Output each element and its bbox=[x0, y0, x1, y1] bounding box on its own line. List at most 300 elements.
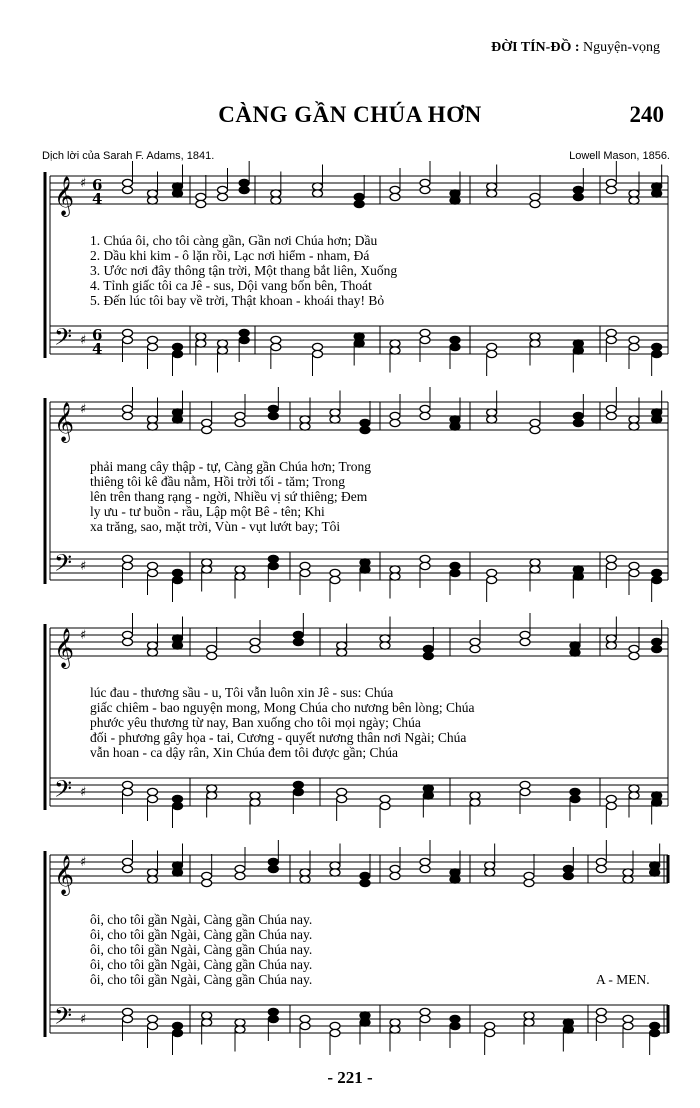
note-head bbox=[207, 645, 217, 652]
lyric-line: 1. Chúa ôi, cho tôi càng gần, Gần nơi Chúa hơn; Dầu bbox=[90, 233, 378, 248]
note-head bbox=[173, 569, 183, 576]
note-head bbox=[202, 566, 212, 573]
note-head bbox=[623, 876, 633, 883]
note-head bbox=[123, 781, 133, 788]
note-head bbox=[606, 329, 616, 336]
note-head bbox=[390, 865, 400, 872]
note-head bbox=[173, 343, 183, 350]
note-head bbox=[330, 1029, 340, 1036]
note-head bbox=[148, 562, 158, 569]
note-head bbox=[420, 186, 430, 193]
note-head bbox=[235, 566, 245, 573]
note-head bbox=[123, 1008, 133, 1015]
note-head bbox=[596, 858, 606, 865]
lyric-line: lên trên thang rạng - ngời, Nhiều vị sứ thiêng; Đem bbox=[90, 489, 368, 504]
note-head bbox=[250, 645, 260, 652]
note-head bbox=[606, 635, 616, 642]
lyric-line: lúc đau - thương sầu - u, Tôi vẫn luôn xin Jê - sus: Chúa bbox=[90, 685, 394, 700]
note-head bbox=[300, 569, 310, 576]
note-head bbox=[390, 419, 400, 426]
note-head bbox=[573, 193, 583, 200]
note-head bbox=[606, 795, 616, 802]
note-head bbox=[606, 642, 616, 649]
note-head bbox=[313, 350, 323, 357]
note-head bbox=[196, 193, 206, 200]
note-head bbox=[563, 1019, 573, 1026]
note-head bbox=[173, 869, 183, 876]
note-head bbox=[450, 343, 460, 350]
note-head bbox=[235, 573, 245, 580]
note-head bbox=[235, 1019, 245, 1026]
lyric-line: 3. Ước nơi đây thông tận trời, Một thang bắt liên, Xuống bbox=[90, 263, 398, 278]
note-head bbox=[606, 802, 616, 809]
note-head bbox=[123, 788, 133, 795]
treble-clef-icon: 𝄞 bbox=[54, 628, 75, 668]
note-head bbox=[268, 562, 278, 569]
note-head bbox=[148, 869, 158, 876]
lyric-line: giấc chiêm - bao nguyện mong, Mong Chúa cho nương bên lòng; Chúa bbox=[90, 700, 475, 715]
note-head bbox=[271, 336, 281, 343]
note-head bbox=[420, 562, 430, 569]
note-head bbox=[123, 329, 133, 336]
note-head bbox=[623, 1022, 633, 1029]
note-head bbox=[530, 426, 540, 433]
note-head bbox=[123, 631, 133, 638]
note-head bbox=[148, 423, 158, 430]
note-head bbox=[148, 788, 158, 795]
time-signature-bottom: 4 bbox=[92, 340, 103, 358]
note-head bbox=[123, 179, 133, 186]
note-head bbox=[487, 343, 497, 350]
note-head bbox=[487, 183, 497, 190]
note-head bbox=[450, 1022, 460, 1029]
note-head bbox=[530, 419, 540, 426]
note-head bbox=[390, 412, 400, 419]
note-head bbox=[530, 333, 540, 340]
note-head bbox=[629, 197, 639, 204]
note-head bbox=[524, 872, 534, 879]
note-head bbox=[360, 419, 370, 426]
note-head bbox=[148, 336, 158, 343]
note-head bbox=[485, 1022, 495, 1029]
note-head bbox=[390, 340, 400, 347]
note-head bbox=[268, 412, 278, 419]
note-head bbox=[271, 190, 281, 197]
note-head bbox=[202, 1012, 212, 1019]
note-head bbox=[196, 333, 206, 340]
note-head bbox=[300, 562, 310, 569]
note-head bbox=[337, 795, 347, 802]
note-head bbox=[360, 559, 370, 566]
note-head bbox=[235, 872, 245, 879]
note-head bbox=[218, 186, 228, 193]
sharp-icon: ♯ bbox=[80, 559, 87, 574]
note-head bbox=[123, 638, 133, 645]
note-head bbox=[450, 197, 460, 204]
bass-clef-icon: 𝄢 bbox=[54, 775, 73, 808]
note-head bbox=[123, 562, 133, 569]
note-head bbox=[148, 1022, 158, 1029]
note-head bbox=[530, 193, 540, 200]
note-head bbox=[629, 785, 639, 792]
note-head bbox=[330, 869, 340, 876]
note-head bbox=[148, 416, 158, 423]
lyric-line: ôi, cho tôi gần Ngài, Càng gần Chúa nay. bbox=[90, 957, 313, 972]
note-head bbox=[354, 333, 364, 340]
translation-credit: Dịch lời của Sarah F. Adams, 1841. bbox=[42, 150, 215, 162]
note-head bbox=[652, 190, 662, 197]
note-head bbox=[173, 576, 183, 583]
note-head bbox=[573, 566, 583, 573]
note-head bbox=[487, 190, 497, 197]
note-head bbox=[268, 1015, 278, 1022]
note-head bbox=[202, 1019, 212, 1026]
note-head bbox=[293, 788, 303, 795]
note-head bbox=[235, 419, 245, 426]
note-head bbox=[487, 576, 497, 583]
note-head bbox=[420, 405, 430, 412]
note-head bbox=[235, 412, 245, 419]
note-head bbox=[293, 781, 303, 788]
note-head bbox=[450, 569, 460, 576]
note-head bbox=[173, 642, 183, 649]
note-head bbox=[390, 566, 400, 573]
note-head bbox=[423, 645, 433, 652]
note-head bbox=[123, 865, 133, 872]
note-head bbox=[148, 343, 158, 350]
note-head bbox=[652, 183, 662, 190]
note-head bbox=[450, 1015, 460, 1022]
note-head bbox=[148, 649, 158, 656]
lyric-line: phước yêu thương từ nay, Ban xuống cho tôi mọi ngày; Chúa bbox=[90, 715, 421, 730]
note-head bbox=[268, 858, 278, 865]
note-head bbox=[420, 858, 430, 865]
note-head bbox=[487, 350, 497, 357]
note-head bbox=[293, 631, 303, 638]
note-head bbox=[487, 409, 497, 416]
note-head bbox=[239, 336, 249, 343]
note-head bbox=[596, 1015, 606, 1022]
lyric-line: 4. Tỉnh giấc tôi ca Jê - sus, Dội vang bốn bên, Thoát bbox=[90, 278, 372, 293]
note-head bbox=[173, 795, 183, 802]
note-head bbox=[268, 405, 278, 412]
note-head bbox=[196, 200, 206, 207]
note-head bbox=[573, 573, 583, 580]
note-head bbox=[300, 423, 310, 430]
note-head bbox=[360, 1019, 370, 1026]
note-head bbox=[450, 416, 460, 423]
note-head bbox=[239, 329, 249, 336]
note-head bbox=[652, 416, 662, 423]
note-head bbox=[650, 869, 660, 876]
note-head bbox=[652, 645, 662, 652]
page-number: - 221 - bbox=[327, 1068, 373, 1087]
note-head bbox=[218, 193, 228, 200]
note-head bbox=[123, 858, 133, 865]
note-head bbox=[250, 638, 260, 645]
sharp-icon: ♯ bbox=[80, 855, 87, 870]
note-head bbox=[423, 785, 433, 792]
bass-clef-icon: 𝄢 bbox=[54, 549, 73, 582]
section-subcategory: Nguyện-vọng bbox=[579, 40, 660, 55]
note-head bbox=[330, 569, 340, 576]
section-category: ĐỜI TÍN-ĐỒ : bbox=[491, 40, 580, 55]
note-head bbox=[606, 405, 616, 412]
note-head bbox=[650, 862, 660, 869]
note-head bbox=[239, 186, 249, 193]
note-head bbox=[652, 792, 662, 799]
note-head bbox=[450, 869, 460, 876]
note-head bbox=[606, 412, 616, 419]
treble-clef-icon: 𝄞 bbox=[54, 402, 75, 442]
note-head bbox=[606, 562, 616, 569]
note-head bbox=[606, 179, 616, 186]
note-head bbox=[629, 423, 639, 430]
note-head bbox=[629, 343, 639, 350]
note-head bbox=[123, 1015, 133, 1022]
note-head bbox=[173, 1022, 183, 1029]
note-head bbox=[330, 862, 340, 869]
lyric-line: đối - phương gây họa - tai, Cương - quyết nương thân nơi Ngài; Chúa bbox=[90, 730, 467, 745]
note-head bbox=[360, 566, 370, 573]
note-head bbox=[650, 1029, 660, 1036]
note-head bbox=[337, 649, 347, 656]
note-head bbox=[652, 576, 662, 583]
sharp-icon: ♯ bbox=[80, 628, 87, 643]
note-head bbox=[487, 569, 497, 576]
note-head bbox=[360, 872, 370, 879]
lyric-line: ôi, cho tôi gần Ngài, Càng gần Chúa nay. bbox=[90, 927, 313, 942]
bass-clef-icon: 𝄢 bbox=[54, 323, 73, 356]
note-head bbox=[202, 872, 212, 879]
note-head bbox=[360, 879, 370, 886]
note-head bbox=[390, 872, 400, 879]
note-head bbox=[470, 645, 480, 652]
note-head bbox=[330, 1022, 340, 1029]
note-head bbox=[300, 1022, 310, 1029]
note-head bbox=[420, 179, 430, 186]
note-head bbox=[354, 200, 364, 207]
note-head bbox=[423, 792, 433, 799]
note-head bbox=[596, 1008, 606, 1015]
note-head bbox=[420, 412, 430, 419]
note-head bbox=[380, 635, 390, 642]
note-head bbox=[148, 795, 158, 802]
note-head bbox=[123, 412, 133, 419]
note-head bbox=[123, 405, 133, 412]
note-head bbox=[570, 649, 580, 656]
sharp-icon: ♯ bbox=[80, 1012, 87, 1027]
note-head bbox=[390, 186, 400, 193]
note-head bbox=[629, 569, 639, 576]
note-head bbox=[390, 1026, 400, 1033]
note-head bbox=[380, 802, 390, 809]
note-head bbox=[420, 555, 430, 562]
note-head bbox=[450, 336, 460, 343]
note-head bbox=[268, 865, 278, 872]
note-head bbox=[606, 186, 616, 193]
note-head bbox=[520, 631, 530, 638]
treble-clef-icon: 𝄞 bbox=[54, 176, 75, 216]
note-head bbox=[148, 1015, 158, 1022]
note-head bbox=[629, 562, 639, 569]
note-head bbox=[337, 788, 347, 795]
note-head bbox=[420, 336, 430, 343]
note-head bbox=[652, 799, 662, 806]
note-head bbox=[520, 638, 530, 645]
note-head bbox=[337, 642, 347, 649]
note-head bbox=[300, 1015, 310, 1022]
note-head bbox=[293, 638, 303, 645]
note-head bbox=[173, 862, 183, 869]
note-head bbox=[530, 566, 540, 573]
note-head bbox=[629, 190, 639, 197]
note-head bbox=[629, 652, 639, 659]
lyric-line: xa trăng, sao, mặt trời, Vùn - vụt lướt bay; Tôi bbox=[90, 519, 341, 534]
lyric-line: vẫn hoan - ca dậy rân, Xin Chúa đem tôi được gần; Chúa bbox=[90, 745, 398, 760]
note-head bbox=[173, 416, 183, 423]
note-head bbox=[202, 559, 212, 566]
note-head bbox=[123, 555, 133, 562]
hymn-title: CÀNG GẦN CHÚA HƠN bbox=[218, 102, 482, 127]
note-head bbox=[420, 1015, 430, 1022]
note-head bbox=[235, 1026, 245, 1033]
note-head bbox=[623, 869, 633, 876]
composer-credit: Lowell Mason, 1856. bbox=[569, 150, 670, 162]
lyrics-system-2 bbox=[90, 459, 660, 534]
note-head bbox=[520, 781, 530, 788]
note-head bbox=[380, 795, 390, 802]
hymn-number: 240 bbox=[629, 102, 664, 127]
note-head bbox=[173, 190, 183, 197]
note-head bbox=[354, 193, 364, 200]
note-head bbox=[470, 638, 480, 645]
note-head bbox=[300, 416, 310, 423]
note-head bbox=[354, 340, 364, 347]
note-head bbox=[202, 426, 212, 433]
note-head bbox=[629, 416, 639, 423]
note-head bbox=[390, 1019, 400, 1026]
note-head bbox=[485, 862, 495, 869]
note-head bbox=[573, 186, 583, 193]
note-head bbox=[268, 1008, 278, 1015]
note-head bbox=[450, 423, 460, 430]
sharp-icon: ♯ bbox=[80, 785, 87, 800]
note-head bbox=[629, 336, 639, 343]
note-head bbox=[390, 193, 400, 200]
note-head bbox=[300, 876, 310, 883]
note-head bbox=[485, 1029, 495, 1036]
note-head bbox=[173, 350, 183, 357]
note-head bbox=[652, 350, 662, 357]
note-head bbox=[573, 347, 583, 354]
note-head bbox=[313, 183, 323, 190]
note-head bbox=[530, 559, 540, 566]
note-head bbox=[218, 340, 228, 347]
note-head bbox=[148, 876, 158, 883]
note-head bbox=[330, 416, 340, 423]
note-head bbox=[173, 1029, 183, 1036]
lyric-line: ôi, cho tôi gần Ngài, Càng gần Chúa nay. bbox=[90, 972, 313, 987]
note-head bbox=[629, 792, 639, 799]
note-head bbox=[123, 186, 133, 193]
treble-clef-icon: 𝄞 bbox=[54, 855, 75, 895]
note-head bbox=[420, 329, 430, 336]
note-head bbox=[148, 197, 158, 204]
note-head bbox=[470, 792, 480, 799]
note-head bbox=[148, 190, 158, 197]
note-head bbox=[148, 569, 158, 576]
note-head bbox=[652, 409, 662, 416]
lyric-line: ly ưu - tư buồn - rầu, Lập một Bê - tên; Khi bbox=[90, 504, 325, 519]
amen-label: A - MEN. bbox=[596, 972, 650, 987]
note-head bbox=[330, 576, 340, 583]
note-head bbox=[268, 555, 278, 562]
lyric-line: ôi, cho tôi gần Ngài, Càng gần Chúa nay. bbox=[90, 912, 313, 927]
note-head bbox=[271, 197, 281, 204]
lyrics-system-4 bbox=[90, 912, 660, 987]
lyric-line: 5. Đến lúc tôi bay về trời, Thật khoan - khoái thay! Bỏ bbox=[90, 293, 385, 308]
note-head bbox=[652, 343, 662, 350]
note-head bbox=[313, 190, 323, 197]
note-head bbox=[623, 1015, 633, 1022]
note-head bbox=[202, 879, 212, 886]
note-head bbox=[173, 802, 183, 809]
note-head bbox=[563, 872, 573, 879]
note-head bbox=[652, 638, 662, 645]
note-head bbox=[570, 788, 580, 795]
note-head bbox=[524, 1019, 534, 1026]
note-head bbox=[573, 419, 583, 426]
note-head bbox=[570, 642, 580, 649]
note-head bbox=[530, 340, 540, 347]
sharp-icon: ♯ bbox=[80, 402, 87, 417]
note-head bbox=[239, 179, 249, 186]
note-head bbox=[250, 799, 260, 806]
time-signature-top: 6 bbox=[92, 176, 103, 194]
note-head bbox=[235, 865, 245, 872]
lyric-line: 2. Dầu khi kim - ô lặn rồi, Lạc nơi hiểm - nham, Đá bbox=[90, 248, 370, 263]
note-head bbox=[596, 865, 606, 872]
note-head bbox=[271, 343, 281, 350]
lyrics-system-3 bbox=[90, 685, 660, 760]
note-head bbox=[196, 340, 206, 347]
lyric-line: thiêng tôi kê đầu nằm, Hồi trời tối - tăm; Trong bbox=[90, 474, 345, 489]
note-head bbox=[563, 865, 573, 872]
note-head bbox=[650, 1022, 660, 1029]
note-head bbox=[530, 200, 540, 207]
note-head bbox=[173, 183, 183, 190]
note-head bbox=[380, 642, 390, 649]
note-head bbox=[573, 412, 583, 419]
note-head bbox=[629, 645, 639, 652]
note-head bbox=[207, 785, 217, 792]
lyrics-system-1 bbox=[90, 233, 660, 308]
note-head bbox=[173, 635, 183, 642]
sharp-icon: ♯ bbox=[80, 176, 87, 191]
note-head bbox=[202, 419, 212, 426]
note-head bbox=[524, 1012, 534, 1019]
note-head bbox=[123, 336, 133, 343]
lyric-line: ôi, cho tôi gần Ngài, Càng gần Chúa nay. bbox=[90, 942, 313, 957]
note-head bbox=[173, 409, 183, 416]
note-head bbox=[487, 416, 497, 423]
note-head bbox=[207, 792, 217, 799]
sharp-icon: ♯ bbox=[80, 333, 87, 348]
note-head bbox=[524, 879, 534, 886]
note-head bbox=[606, 555, 616, 562]
note-head bbox=[300, 869, 310, 876]
